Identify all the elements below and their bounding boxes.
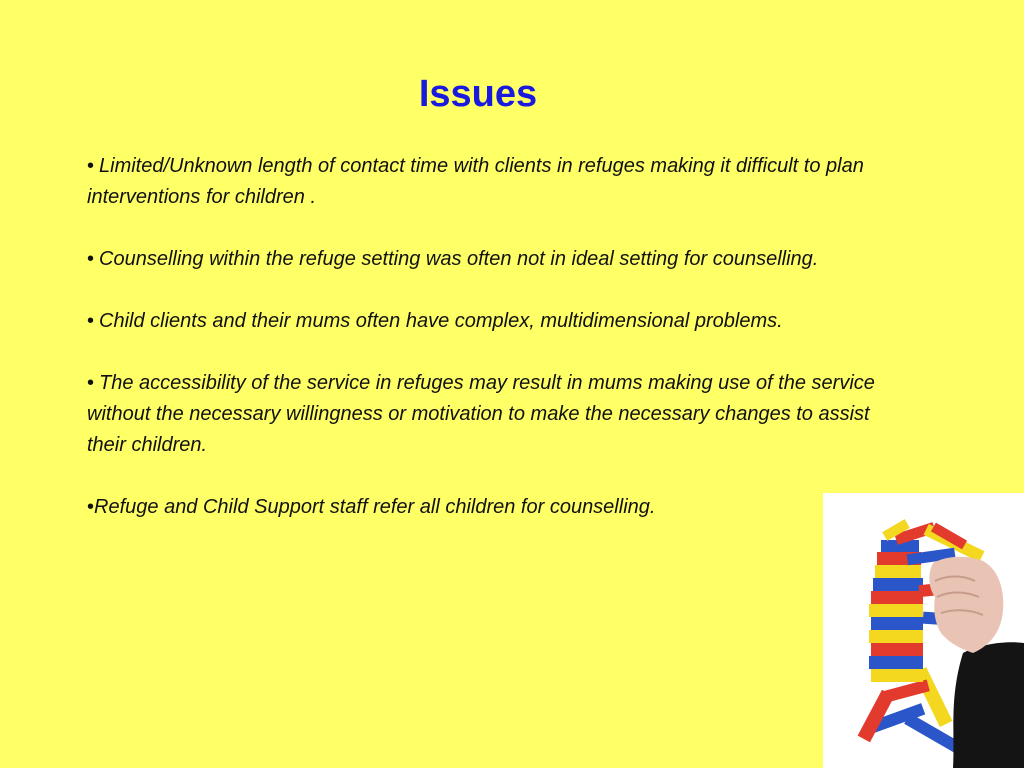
block-tower-photo: [823, 493, 1024, 768]
bullet-mark: •: [87, 496, 95, 518]
bullet-list: [87, 151, 877, 523]
slide-title: Issues: [418, 73, 538, 115]
bullet-text: The accessibility of the service in refuges may result in mums making use of the service without the necessary willingness or motivation to make the necessary changes to assist their children.: [87, 372, 875, 456]
bullet-text: Refuge and Child Support staff refer all children for counselling.: [94, 496, 656, 518]
bullet-item: [87, 368, 877, 461]
bullet-text: Counselling within the refuge setting was often not in ideal setting for counselling.: [99, 248, 819, 270]
bullet-mark: •: [87, 310, 95, 332]
bullet-mark: •: [87, 372, 95, 394]
bullet-item: [87, 492, 877, 523]
bullet-item: [87, 151, 877, 213]
bullet-mark: •: [87, 155, 95, 177]
bullet-text: Child clients and their mums often have complex, multidimensional problems.: [99, 310, 783, 332]
bullet-text: Limited/Unknown length of contact time with clients in refuges making it difficult to plan interventions for children .: [87, 155, 864, 208]
block-tower-illustration: [823, 493, 1024, 768]
bullet-item: [87, 244, 877, 275]
bullet-mark: •: [87, 248, 95, 270]
bullet-item: [87, 306, 877, 337]
